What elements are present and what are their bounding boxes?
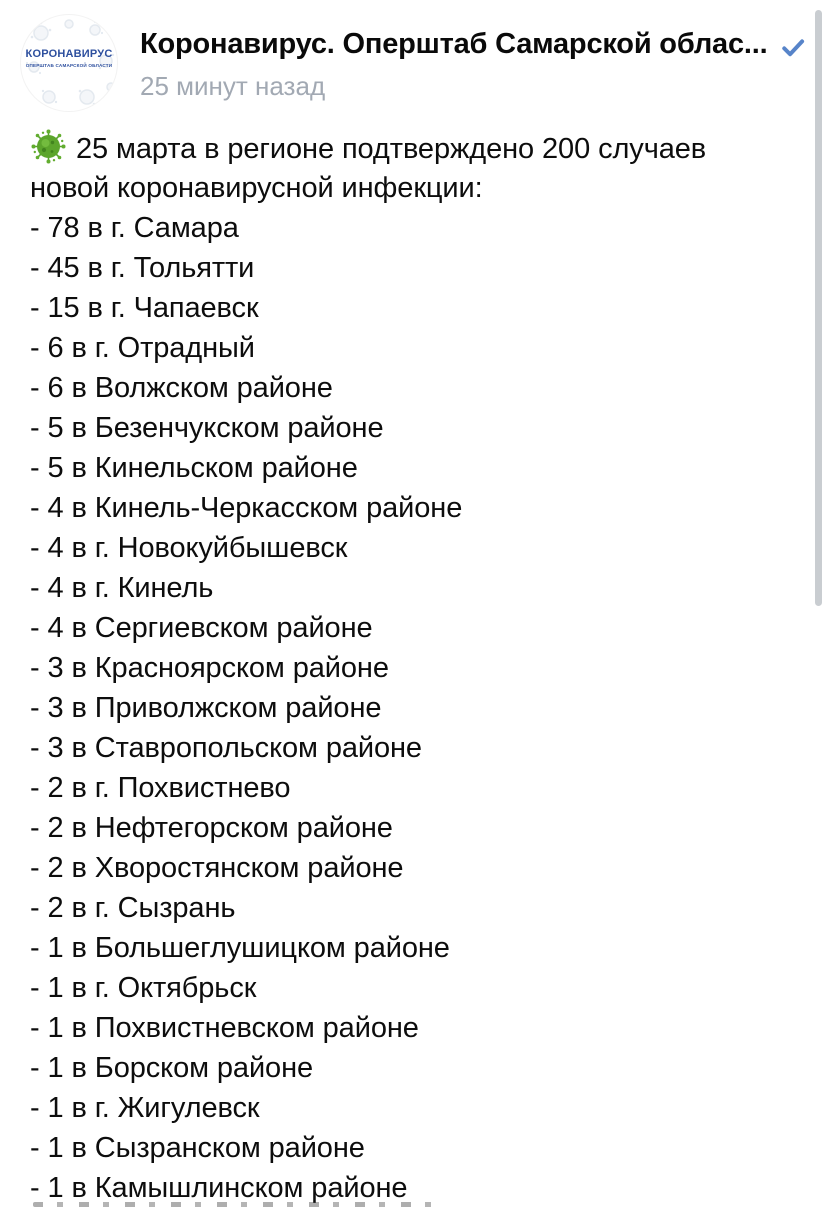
source-name[interactable]: Коронавирус. Оперштаб Самарской облас... xyxy=(140,28,768,60)
case-line: - 2 в Хворостянском районе xyxy=(30,852,404,884)
case-line: - 3 в Красноярском районе xyxy=(30,652,389,684)
case-line: - 45 в г. Тольятти xyxy=(30,252,255,284)
avatar-title: КОРОНАВИРУС xyxy=(25,48,113,60)
case-line: - 6 в г. Отрадный xyxy=(30,332,255,364)
case-line: - 1 в Сызранском районе xyxy=(30,1132,365,1164)
case-line: - 4 в Сергиевском районе xyxy=(30,612,373,644)
post-timestamp[interactable]: 25 минут назад xyxy=(140,71,326,101)
case-line: - 4 в Кинель-Черкасском районе xyxy=(30,492,463,524)
case-line: - 1 в Борском районе xyxy=(30,1052,314,1084)
case-line: - 5 в Безенчукском районе xyxy=(30,412,384,444)
verified-check-icon xyxy=(779,33,807,61)
case-line: - 78 в г. Самара xyxy=(30,212,239,244)
case-line: - 1 в г. Октябрьск xyxy=(30,972,257,1004)
case-line: - 5 в Кинельском районе xyxy=(30,452,358,484)
intro-line xyxy=(30,128,808,168)
post-text xyxy=(30,128,808,1208)
case-line: - 1 в Похвистневском районе xyxy=(30,1012,419,1044)
case-line: - 1 в г. Жигулевск xyxy=(30,1092,260,1124)
source-row xyxy=(140,28,807,61)
case-line: - 15 в г. Чапаевск xyxy=(30,292,259,324)
case-line: - 4 в г. Кинель xyxy=(30,572,214,604)
header-text xyxy=(140,14,807,102)
case-line: - 2 в г. Похвистнево xyxy=(30,772,291,804)
intro-line-2: новой коронавирусной инфекции: xyxy=(30,172,483,204)
scrollbar-thumb[interactable] xyxy=(815,10,822,606)
post-header xyxy=(20,14,807,112)
clipped-next-line xyxy=(33,1202,440,1207)
case-line: - 3 в Приволжском районе xyxy=(30,692,382,724)
case-line: - 2 в Нефтегорском районе xyxy=(30,812,393,844)
avatar-subtitle: ОПЕРШТАБ САМАРСКОЙ ОБЛАСТИ xyxy=(25,62,113,68)
intro-text-1: 25 марта в регионе подтверждено 200 случаев xyxy=(76,133,707,165)
case-line: - 6 в Волжском районе xyxy=(30,372,333,404)
case-line: - 1 в Большеглушицком районе xyxy=(30,932,450,964)
case-line: - 2 в г. Сызрань xyxy=(30,892,236,924)
avatar-text xyxy=(21,48,117,68)
case-line: - 4 в г. Новокуйбышевск xyxy=(30,532,348,564)
group-avatar[interactable] xyxy=(20,14,118,112)
case-line: - 1 в Камышлинском районе xyxy=(30,1172,408,1204)
case-line: - 3 в Ставропольском районе xyxy=(30,732,422,764)
